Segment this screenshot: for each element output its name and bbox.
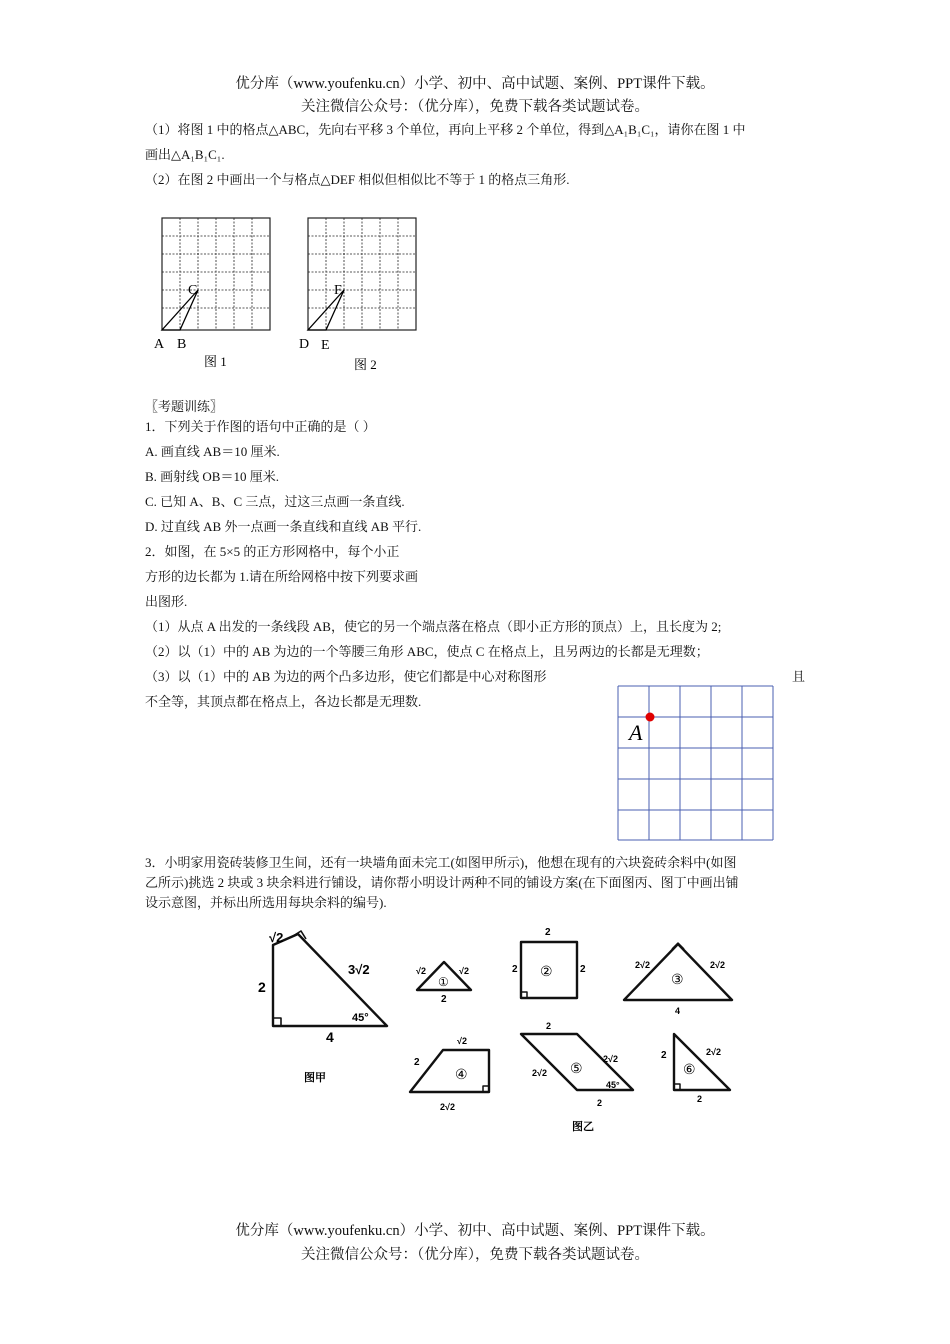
tiles-figure xyxy=(240,920,750,1140)
tile-1-num: ① xyxy=(438,975,449,989)
footer-line-1: 优分库（www.youfenku.cn）小学、初中、高中试题、案例、PPT课件下载。 xyxy=(235,1223,715,1239)
figure-2 xyxy=(296,210,426,378)
fig1-grid xyxy=(162,218,270,330)
header-line-2: 关注微信公众号：（优分库），免费下载各类试题试卷。 xyxy=(301,99,649,115)
training-q2-line2: 方形的边长都为 1.请在所给网格中按下列要求画 xyxy=(145,569,419,584)
option-a: A. 画直线 AB＝10 厘米. xyxy=(145,444,280,459)
training-q2-part3-tail: 且 xyxy=(792,669,806,684)
tile-6-bottom: 2 xyxy=(697,1094,703,1104)
jia-label-angle: 45° xyxy=(352,1012,369,1024)
fig1-label-a: A xyxy=(154,337,165,352)
training-q2-part2: （2）以（1）中的 AB 为边的一个等腰三角形 ABC，使点 C 在格点上，且另两边的长都是无理数； xyxy=(145,644,709,659)
tile-5-num: ⑤ xyxy=(570,1062,583,1077)
tile-2-right: 2 xyxy=(580,964,586,975)
fig-yi-caption: 图乙 xyxy=(572,1121,594,1133)
jia-label-bottom: 4 xyxy=(326,1029,334,1045)
tile-4-num: ④ xyxy=(455,1068,468,1083)
tile-3-right: 2√2 xyxy=(710,960,725,970)
fig1-label-c: C xyxy=(188,283,198,298)
tile-4-left: 2 xyxy=(414,1057,420,1068)
jia-label-left: 2 xyxy=(258,979,266,995)
fig-jia-caption: 图甲 xyxy=(304,1072,326,1084)
tile-5-angle: 45° xyxy=(606,1080,620,1090)
jia-label-top: √2 xyxy=(269,930,284,945)
option-b: B. 画射线 OB＝10 厘米. xyxy=(145,469,279,484)
tile-4-top: √2 xyxy=(457,1036,467,1046)
tile-5-bottom: 2 xyxy=(597,1098,603,1108)
training-q3-line2: 乙所示)挑选 2 块或 3 块余料进行铺设，请你帮小明设计两种不同的铺设方案(在下面图丙、图丁中画出铺 xyxy=(145,875,739,890)
training-heading: 〖考题训练〗 xyxy=(145,399,224,414)
fig1-caption: 图 1 xyxy=(204,354,227,369)
training-q2-part3a: （3）以（1）中的 AB 为边的两个凸多边形，使它们都是中心对称图形 xyxy=(145,669,547,684)
tile-5-top: 2 xyxy=(546,1021,552,1031)
fig2-label-e: E xyxy=(321,338,330,353)
training-q3-line1: 3．小明家用瓷砖装修卫生间，还有一块墙角面未完工(如图甲所示)，他想在现有的六块瓷砖余料中(如图 xyxy=(145,855,737,870)
option-c: C. 已知 A、B、C 三点，过这三点画一条直线. xyxy=(145,494,405,509)
fig2-label-d: D xyxy=(299,337,310,352)
option-d: D. 过直线 AB 外一点画一条直线和直线 AB 平行. xyxy=(145,519,422,534)
figure-1 xyxy=(150,210,280,375)
tile-1-right: √2 xyxy=(459,966,469,976)
tile-6-left: 2 xyxy=(661,1050,667,1061)
fig1-label-b: B xyxy=(177,337,187,352)
tile-2-num: ② xyxy=(540,965,553,980)
jia-label-hyp: 3√2 xyxy=(348,962,370,977)
grid-5x5 xyxy=(616,683,778,843)
intro-q1-line2: 画出△A₁B₁C₁. xyxy=(145,147,225,162)
training-q1: 1．下列关于作图的语句中正确的是（ ） xyxy=(145,419,376,434)
tile-4 xyxy=(410,1050,489,1092)
footer-line-2: 关注微信公众号：（优分库），免费下载各类试题试卷。 xyxy=(301,1247,649,1263)
tile-6-num: ⑥ xyxy=(683,1063,696,1078)
training-q2-line1: 2．如图，在 5×5 的正方形网格中，每个小正 xyxy=(145,544,400,559)
tile-5-left: 2√2 xyxy=(532,1068,547,1078)
tile-3-left: 2√2 xyxy=(635,960,650,970)
point-a-marker xyxy=(646,713,655,722)
intro-q2: （2）在图 2 中画出一个与格点△DEF 相似但相似比不等于 1 的格点三角形. xyxy=(145,172,570,187)
tile-1-bottom: 2 xyxy=(441,994,447,1005)
training-q2-line3: 出图形. xyxy=(145,594,188,609)
tile-1-left: √2 xyxy=(416,966,426,976)
tile-3-num: ③ xyxy=(671,973,684,988)
fig2-grid xyxy=(308,218,416,330)
fig2-caption: 图 2 xyxy=(354,357,377,372)
tile-2-top: 2 xyxy=(545,927,551,938)
tile-3 xyxy=(624,944,732,1000)
intro-q1-line1: （1）将图 1 中的格点△ABC，先向右平移 3 个单位，再向上平移 2 个单位，得到△A₁B₁C₁，请你在图 1 中 xyxy=(145,122,746,137)
tile-3-bottom: 4 xyxy=(675,1006,681,1016)
tile-6-hyp: 2√2 xyxy=(706,1047,721,1057)
training-q2-part1: （1）从点 A 出发的一条线段 AB，使它的另一个端点落在格点（即小正方形的顶点）上，且长度为 2; xyxy=(145,619,722,634)
shape-jia xyxy=(273,934,387,1026)
header-line-1: 优分库（www.youfenku.cn）小学、初中、高中试题、案例、PPT课件下载。 xyxy=(235,76,715,92)
tile-5-right: 2√2 xyxy=(603,1054,618,1064)
tile-2-left: 2 xyxy=(512,964,518,975)
fig2-label-f: F xyxy=(334,283,342,298)
training-q3-line3: 设示意图，并标出所选用每块余料的编号). xyxy=(145,895,387,910)
training-q2-part3b: 不全等，其顶点都在格点上，各边长都是无理数. xyxy=(145,694,422,709)
tile-6 xyxy=(674,1034,730,1090)
tile-4-bottom: 2√2 xyxy=(440,1102,455,1112)
grid-point-label: A xyxy=(629,720,643,745)
